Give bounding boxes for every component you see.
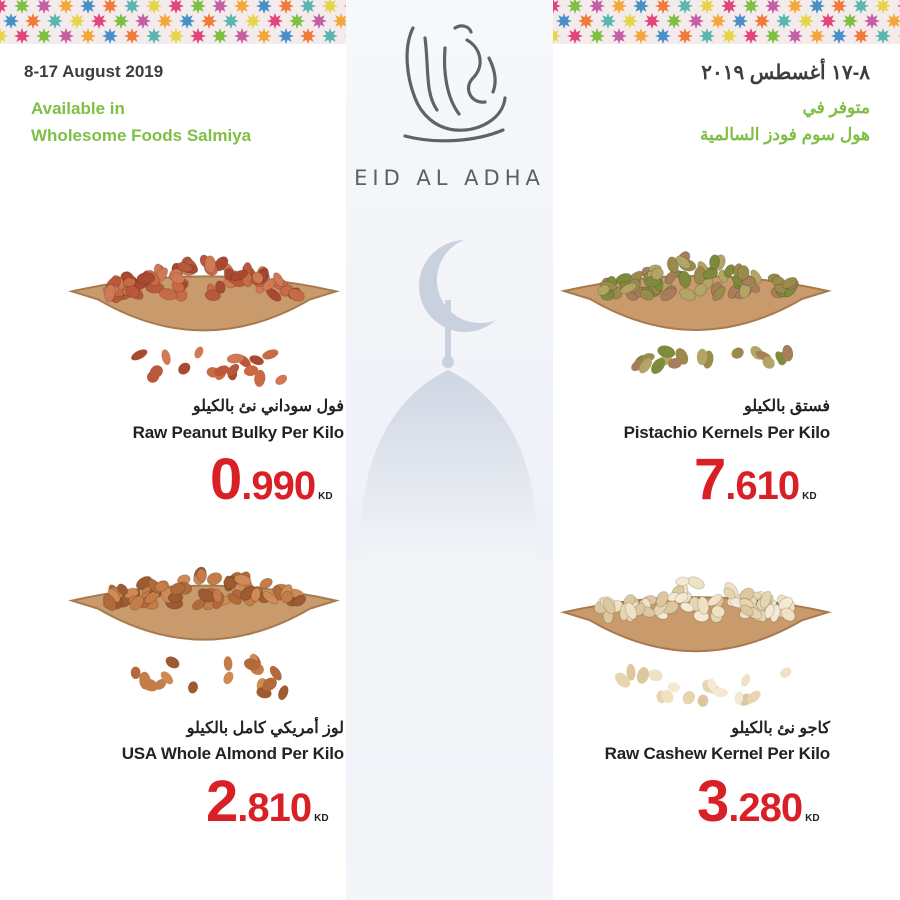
pattern-star [787,28,803,44]
nut [647,668,664,683]
eid-calligraphy-logo [385,18,515,150]
pattern-star [14,28,30,44]
price-integer: 2 [206,769,238,834]
pattern-star [267,13,283,29]
pattern-star [820,13,836,29]
pattern-star [179,13,195,29]
date-en: 8-17 August 2019 [24,62,164,81]
price-integer: 3 [697,769,729,834]
pattern-star [666,13,682,29]
pattern-star [743,28,759,44]
pattern-star [245,13,261,29]
nut [187,681,199,695]
product-name-ar: فول سوداني نئ بالكيلو [192,398,344,415]
pattern-star [322,28,338,44]
pattern-star [732,13,748,29]
pattern-star [798,13,814,29]
nut [164,654,182,671]
cashew-bowl-image [560,540,832,712]
pattern-star [611,28,627,44]
crescent-moon-icon [419,240,496,332]
pattern-star [567,28,583,44]
price-decimal: .810 [237,786,312,830]
pattern-star [256,28,272,44]
date-ar: ٨-١٧ أغسطس ٢٠١٩ [701,62,870,84]
price-integer: 0 [210,447,242,512]
pattern-star [80,28,96,44]
product-name-ar: لوز أمريكي كامل بالكيلو [186,720,344,737]
pattern-star [765,28,781,44]
nut [675,576,689,586]
nut [129,347,148,362]
pistachio-bowl-image [560,228,832,378]
pattern-star [47,13,63,29]
pattern-star [190,28,206,44]
nut [223,656,233,671]
product-name-en: Raw Cashew Kernel Per Kilo [604,744,830,763]
price-currency: KD [805,813,820,824]
pattern-star [157,13,173,29]
product-name-en: Raw Peanut Bulky Per Kilo [132,423,344,442]
header-pattern-right-icon [553,0,900,44]
nut [273,373,289,387]
pattern-star [589,28,605,44]
price-currency: KD [802,491,817,502]
pattern-star [864,13,880,29]
nut [160,348,172,366]
price-currency: KD [318,491,333,502]
price-decimal: .990 [241,464,316,508]
pattern-star [677,28,693,44]
price-integer: 7 [694,447,726,512]
availability-en-line2: Wholesome Foods Salmiya [31,126,252,145]
pattern-star [853,28,869,44]
nut [221,670,235,686]
eid-title: EID AL ADHA [354,166,545,190]
pattern-star [842,13,858,29]
nut [204,256,216,274]
pattern-star [644,13,660,29]
pattern-star [278,28,294,44]
nut [635,666,651,685]
pattern-star [36,28,52,44]
pattern-star [622,13,638,29]
pattern-star [146,28,162,44]
pattern-star [135,13,151,29]
pattern-star [69,13,85,29]
nut [261,347,280,361]
availability-ar-line1: متوفر في [802,98,870,117]
pattern-star [754,13,770,29]
pattern-star [234,28,250,44]
pattern-star [223,13,239,29]
product-price [694,446,817,513]
pattern-star [58,28,74,44]
pattern-star [776,13,792,29]
pattern-star [102,28,118,44]
product-price [697,768,820,835]
pattern-star [201,13,217,29]
nut [205,570,224,587]
pattern-star [300,28,316,44]
nut [697,695,708,707]
pattern-star [831,28,847,44]
pattern-star [875,28,891,44]
product-name-en: USA Whole Almond Per Kilo [121,744,344,763]
peanut-bowl-image [68,220,340,390]
price-currency: KD [314,813,329,824]
pattern-star [124,28,140,44]
header-pattern-left-icon [0,0,346,44]
nut [176,360,193,377]
pattern-star [91,13,107,29]
pattern-star [809,28,825,44]
availability-en [31,95,251,149]
almond-bowl-image [68,520,340,712]
pattern-star [578,13,594,29]
pattern-star [25,13,41,29]
nut [739,673,752,688]
product-price [206,768,329,835]
product-price [210,446,333,513]
pattern-star [556,13,572,29]
pattern-star [699,28,715,44]
mosque-dome-icon [346,230,553,750]
nut [193,345,205,360]
pattern-star [655,28,671,44]
pattern-star [633,28,649,44]
nut [778,665,793,680]
price-decimal: .280 [728,786,803,830]
pattern-star [113,13,129,29]
pattern-star [721,28,737,44]
pattern-star [3,13,19,29]
nut [680,689,697,707]
product-name-en: Pistachio Kernels Per Kilo [623,423,830,442]
pattern-star [289,13,305,29]
nut [656,344,676,360]
product-name-ar: فستق بالكيلو [744,398,830,415]
nut [196,568,207,582]
pattern-star [688,13,704,29]
pattern-star [710,13,726,29]
nut [730,345,746,360]
nut [131,666,141,679]
nut [123,278,136,287]
product-name-ar: كاجو نئ بالكيلو [731,720,830,737]
nut [276,684,290,701]
pattern-star [311,13,327,29]
pattern-star [168,28,184,44]
pattern-star [212,28,228,44]
availability-ar [700,94,870,148]
price-decimal: .610 [725,464,800,508]
pattern-star [600,13,616,29]
availability-ar-line2: هول سوم فودز السالمية [699,125,870,144]
availability-en-line1: Available in [31,99,125,118]
